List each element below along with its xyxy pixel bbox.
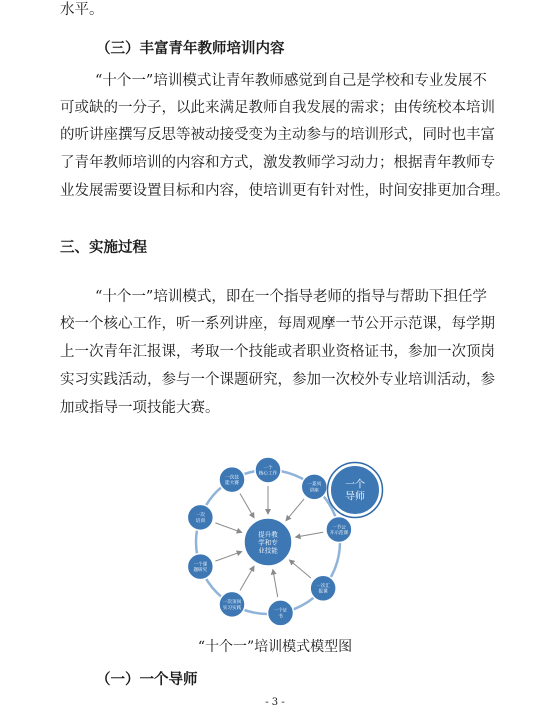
arrow-to-center [296,532,324,537]
arrow-to-center [273,570,278,598]
diagram-node-label: 一次培训 [195,513,205,524]
diagram-node [187,504,213,530]
arrow-to-center [215,523,241,533]
section3-heading: （三）丰富青年教师培训内容 [96,41,285,57]
implementation-heading: 三、实施过程 [60,240,147,256]
arrow-to-center [215,552,241,562]
arrow-to-center [240,566,254,590]
diagram-node-label: 一次顶岗实习实践 [222,600,242,611]
page-number: - 3 - [265,697,285,708]
diagram-node [326,516,352,542]
arrow-to-center [286,499,304,520]
mentor-node [328,463,383,518]
diagram-node-label: 一个核心工作 [258,465,278,477]
diagram-node-label: 一个课题研究 [193,562,208,574]
paragraph-line: “十个一”培训模式让青年教师感觉到自己是学校和专业发展不 [95,73,487,89]
diagram-node-label: 一次技能大赛 [225,475,239,487]
svg-text:一个导师: 一个导师 [345,479,365,503]
top-fragment: 水平。 [60,2,104,18]
paragraph-line: 上一次青年汇报课，考取一个技能或者职业资格证书，参加一次顶岗 [60,344,495,360]
paragraph-line: 实习实践活动，参与一个课题研究，参加一次校外专业培训活动，参 [60,372,495,388]
paragraph-line: 加或指导一项技能大赛。 [60,400,220,416]
arrow-to-center [240,494,254,518]
paragraph-line: 了青年教师培训的内容和方式，激发教师学习动力；根据青年教师专 [60,155,495,171]
subheading-mentor: （一）一个导师 [96,672,198,688]
paragraph-line: 可或缺的一分子，以此来满足教师自我发展的需求；由传统校本培训 [60,100,495,116]
center-node [244,518,292,566]
diagram-node [310,575,336,601]
diagram-node [187,554,213,580]
diagram-node [219,591,245,617]
paragraph-line: “十个一”培训模式，即在一个指导老师的指导与帮助下担任学 [95,289,487,305]
paragraph-line: 业发展需要设置目标和内容，使培训更有针对性，时间安排更加合理。 [60,183,510,199]
training-model-diagram [172,457,392,627]
arrow-to-center [289,560,310,578]
diagram-node-label: 一次汇报课 [316,584,331,595]
diagram-node-label: 一节公开示范课 [329,525,349,536]
diagram-node [268,600,294,626]
paragraph-line: 的听讲座撰写反思等被动接受变为主动参与的培训形式，同时也丰富 [60,127,495,143]
svg-text:提升教学和专业技能: 提升教学和专业技能 [258,530,278,555]
diagram-node-label: 一系列讲座 [307,482,322,494]
paragraph-line: 校一个核心工作，听一系列讲座，每周观摩一节公开示范课，每学期 [60,316,495,332]
diagram-node [219,467,245,493]
diagram-node [301,474,327,500]
diagram-node-label: 一个证书 [273,608,288,620]
diagram-node [255,457,281,483]
figure-caption: “十个一”培训模式模型图 [197,639,353,655]
